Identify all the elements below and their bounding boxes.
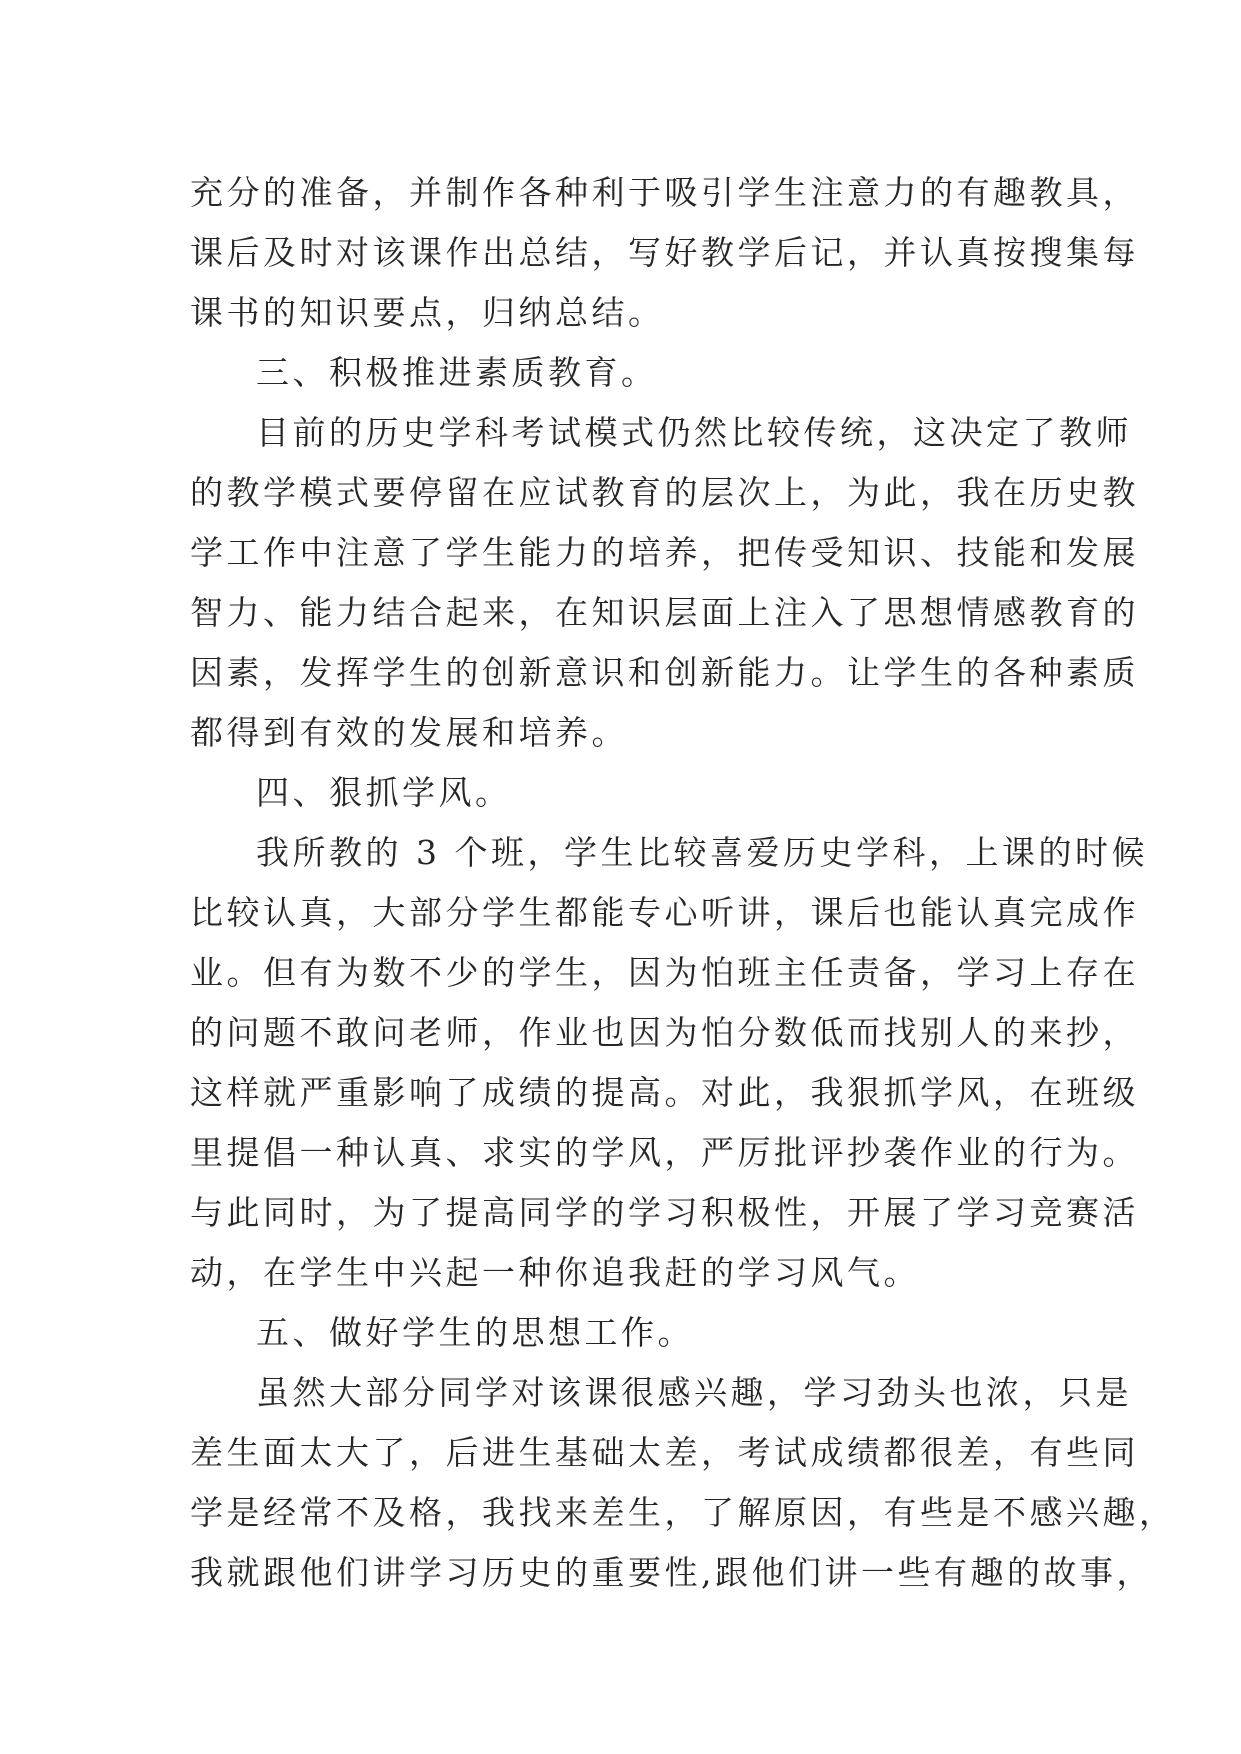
paragraph-line: 的教学模式要停留在应试教育的层次上，为此，我在历史教 xyxy=(190,473,1139,512)
paragraph-first-line: 三、积极推进素质教育。 xyxy=(256,353,658,392)
paragraph-line: 智力、能力结合起来，在知识层面上注入了思想情感教育的 xyxy=(190,593,1139,632)
paragraph-line: 与此同时，为了提高同学的学习积极性，开展了学习竞赛活 xyxy=(190,1193,1139,1232)
paragraph-line: 因素，发挥学生的创新意识和创新能力。让学生的各种素质 xyxy=(190,653,1139,692)
paragraph-first-line: 五、做好学生的思想工作。 xyxy=(256,1313,694,1352)
paragraph-line: 学是经常不及格，我找来差生，了解原因，有些是不感兴趣， xyxy=(190,1493,1176,1532)
paragraph-line: 课后及时对该课作出总结，写好教学后记，并认真按搜集每 xyxy=(190,233,1139,272)
paragraph-line: 业。但有为数不少的学生，因为怕班主任责备，学习上存在 xyxy=(190,953,1139,992)
paragraph-line: 动，在学生中兴起一种你追我赶的学习风气。 xyxy=(190,1253,920,1292)
paragraph-first-line: 目前的历史学科考试模式仍然比较传统，这决定了教师 xyxy=(256,413,1132,452)
paragraph-line: 学工作中注意了学生能力的培养，把传受知识、技能和发展 xyxy=(190,533,1139,572)
paragraph-line: 差生面太大了，后进生基础太差，考试成绩都很差，有些同 xyxy=(190,1433,1139,1472)
paragraph-first-line: 虽然大部分同学对该课很感兴趣，学习劲头也浓，只是 xyxy=(256,1373,1132,1412)
paragraph-line: 比较认真，大部分学生都能专心听讲，课后也能认真完成作 xyxy=(190,893,1139,932)
paragraph-line: 这样就严重影响了成绩的提高。对此，我狠抓学风，在班级 xyxy=(190,1073,1139,1112)
paragraph-line: 都得到有效的发展和培养。 xyxy=(190,713,628,752)
document-body xyxy=(190,163,1176,1603)
paragraph-first-line: 我所教的 3 个班，学生比较喜爱历史学科，上课的时候 xyxy=(256,833,1148,872)
paragraph-line: 里提倡一种认真、求实的学风，严厉批评抄袭作业的行为。 xyxy=(190,1133,1139,1172)
paragraph-first-line: 四、狠抓学风。 xyxy=(256,773,512,812)
paragraph-line: 课书的知识要点，归纳总结。 xyxy=(190,293,665,332)
paragraph-line: 充分的准备，并制作各种利于吸引学生注意力的有趣教具， xyxy=(190,173,1139,212)
paragraph-line: 的问题不敢问老师，作业也因为怕分数低而找别人的来抄， xyxy=(190,1013,1139,1052)
paragraph-line: 我就跟他们讲学习历史的重要性,跟他们讲一些有趣的故事， xyxy=(190,1553,1153,1592)
